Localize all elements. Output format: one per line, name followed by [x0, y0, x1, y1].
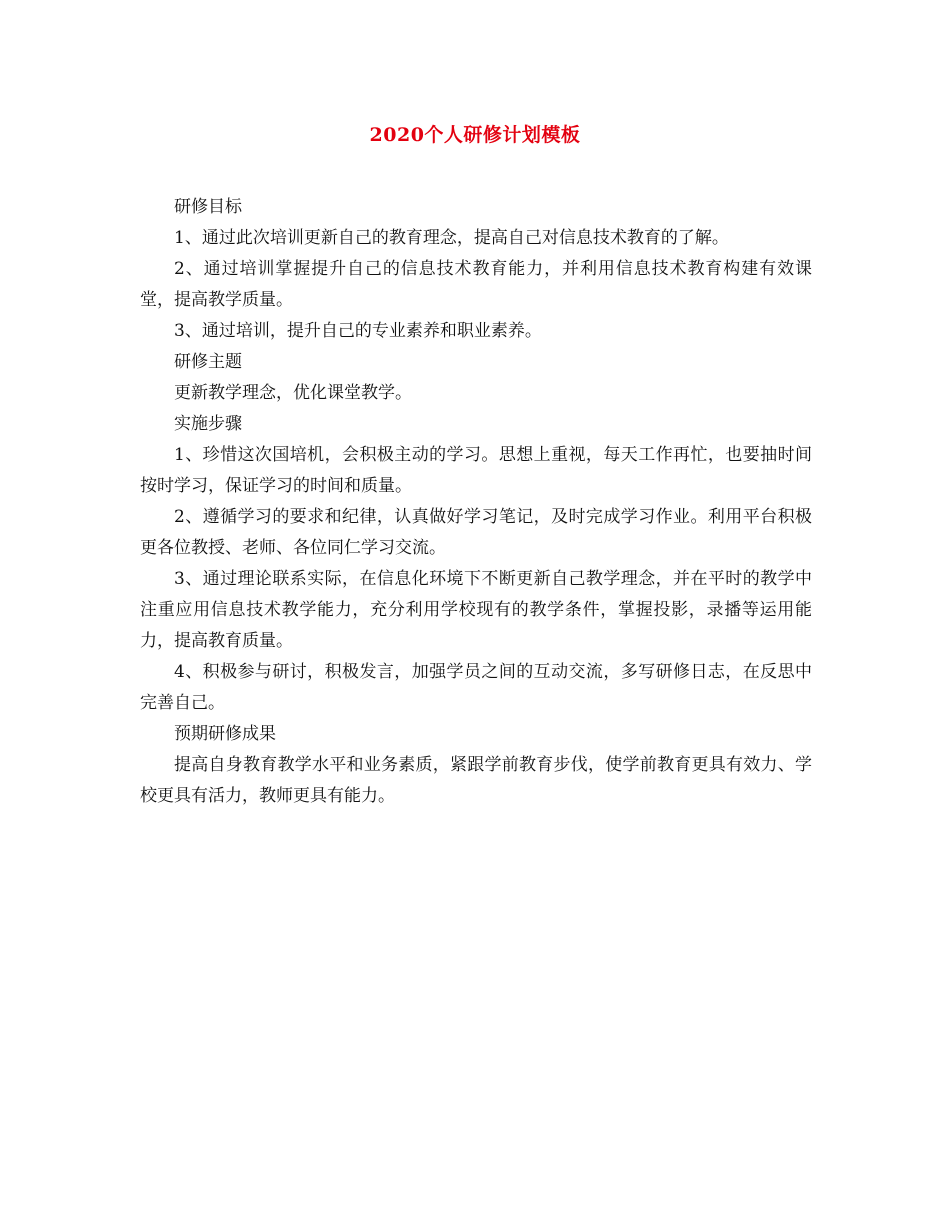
document-body [140, 192, 812, 812]
document-title: 2020个人研修计划模板 [369, 124, 581, 146]
goal-item-1: 1、通过此次培训更新自己的教育理念，提高自己对信息技术教育的了解。 [174, 228, 729, 248]
heading-goals: 研修目标 [174, 197, 242, 217]
goal-item-2: 2、通过培训掌握提升自己的信息技术教育能力，并利用信息技术教育构建有效课堂，提高教学质量。 [140, 259, 812, 310]
step-item-3: 3、通过理论联系实际，在信息化环境下不断更新自己教学理念，并在平时的教学中注重应用信息技术教学能力，充分利用学校现有的教学条件，掌握投影，录播等运用能力，提高教育质量。 [140, 569, 812, 651]
step-item-1: 1、珍惜这次国培机，会积极主动的学习。思想上重视，每天工作再忙，也要抽时间按时学习，保证学习的时间和质量。 [140, 445, 812, 496]
step-item-4: 4、积极参与研讨，积极发言，加强学员之间的互动交流，多写研修日志，在反思中完善自己。 [140, 662, 812, 713]
heading-theme: 研修主题 [174, 352, 242, 372]
outcomes-text: 提高自身教育教学水平和业务素质，紧跟学前教育步伐，使学前教育更具有效力、学校更具有活力，教师更具有能力。 [140, 755, 812, 806]
heading-steps: 实施步骤 [174, 414, 242, 434]
goal-item-3: 3、通过培训，提升自己的专业素养和职业素养。 [174, 321, 542, 341]
heading-outcomes: 预期研修成果 [174, 724, 276, 744]
theme-text: 更新教学理念，优化课堂教学。 [174, 383, 412, 403]
step-item-2: 2、遵循学习的要求和纪律，认真做好学习笔记，及时完成学习作业。利用平台积极更各位教授、老师、各位同仁学习交流。 [140, 507, 812, 558]
